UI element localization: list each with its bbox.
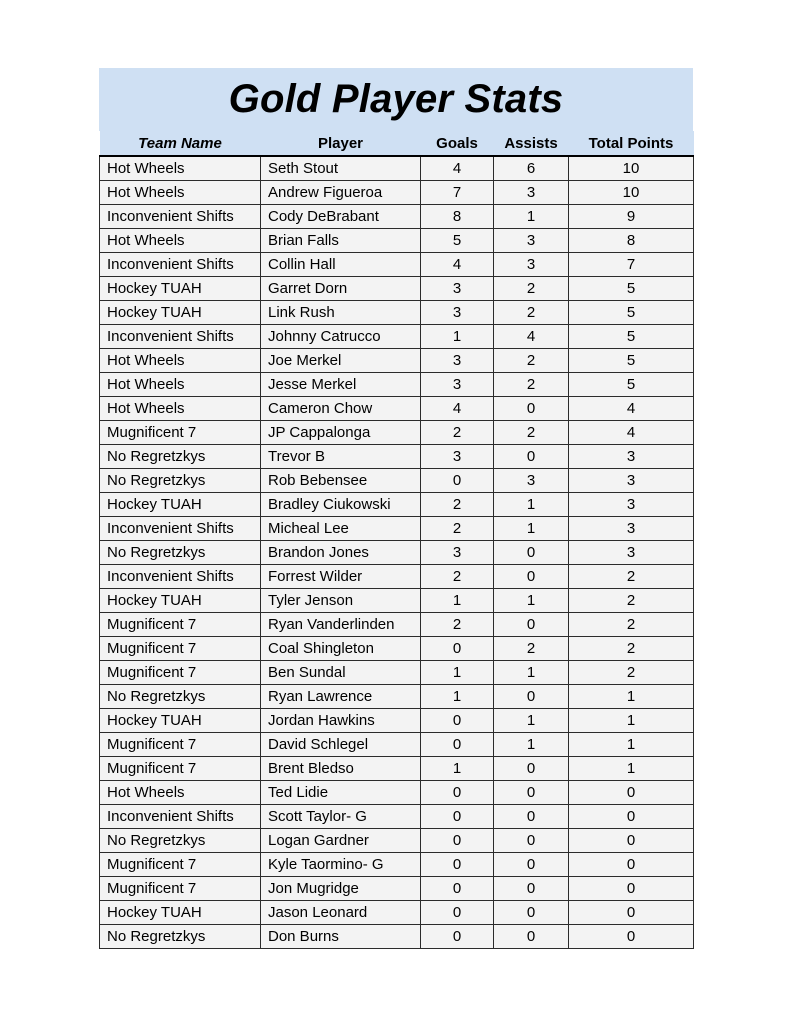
cell-assists: 0 xyxy=(494,396,569,420)
page-title: Gold Player Stats xyxy=(228,77,564,121)
cell-assists: 0 xyxy=(494,876,569,900)
cell-points: 5 xyxy=(569,276,694,300)
table-row xyxy=(100,468,694,492)
table-row xyxy=(100,828,694,852)
cell-team: Mugnificent 7 xyxy=(100,636,261,660)
cell-goals: 0 xyxy=(421,828,494,852)
cell-player: Scott Taylor- G xyxy=(261,804,421,828)
cell-goals: 3 xyxy=(421,348,494,372)
cell-player: Logan Gardner xyxy=(261,828,421,852)
cell-team: Inconvenient Shifts xyxy=(100,804,261,828)
cell-team: Mugnificent 7 xyxy=(100,852,261,876)
cell-goals: 2 xyxy=(421,516,494,540)
cell-goals: 1 xyxy=(421,660,494,684)
cell-team: Inconvenient Shifts xyxy=(100,204,261,228)
cell-assists: 0 xyxy=(494,804,569,828)
column-header-team-name: Team Name xyxy=(100,131,261,156)
cell-points: 10 xyxy=(569,156,694,180)
table-row xyxy=(100,804,694,828)
cell-assists: 0 xyxy=(494,444,569,468)
cell-team: Hockey TUAH xyxy=(100,588,261,612)
cell-goals: 3 xyxy=(421,540,494,564)
cell-team: Hot Wheels xyxy=(100,156,261,180)
cell-goals: 2 xyxy=(421,420,494,444)
cell-player: JP Cappalonga xyxy=(261,420,421,444)
cell-player: Andrew Figueroa xyxy=(261,180,421,204)
table-row xyxy=(100,492,694,516)
cell-team: Inconvenient Shifts xyxy=(100,324,261,348)
cell-assists: 0 xyxy=(494,828,569,852)
table-row xyxy=(100,564,694,588)
table-row xyxy=(100,612,694,636)
cell-team: Inconvenient Shifts xyxy=(100,252,261,276)
cell-assists: 3 xyxy=(494,180,569,204)
cell-points: 2 xyxy=(569,612,694,636)
cell-goals: 3 xyxy=(421,372,494,396)
table-body xyxy=(100,156,694,948)
cell-player: Trevor B xyxy=(261,444,421,468)
cell-goals: 0 xyxy=(421,852,494,876)
cell-team: Hot Wheels xyxy=(100,372,261,396)
cell-player: Cody DeBrabant xyxy=(261,204,421,228)
table-row xyxy=(100,252,694,276)
table-row xyxy=(100,204,694,228)
cell-assists: 3 xyxy=(494,468,569,492)
header-row xyxy=(100,131,694,156)
cell-goals: 0 xyxy=(421,804,494,828)
cell-team: Hockey TUAH xyxy=(100,492,261,516)
cell-points: 3 xyxy=(569,540,694,564)
cell-assists: 6 xyxy=(494,156,569,180)
cell-team: Inconvenient Shifts xyxy=(100,516,261,540)
cell-player: Bradley Ciukowski xyxy=(261,492,421,516)
cell-team: No Regretzkys xyxy=(100,444,261,468)
cell-assists: 1 xyxy=(494,516,569,540)
cell-points: 1 xyxy=(569,756,694,780)
cell-assists: 1 xyxy=(494,492,569,516)
cell-player: Ryan Lawrence xyxy=(261,684,421,708)
cell-player: Brent Bledso xyxy=(261,756,421,780)
cell-team: Hot Wheels xyxy=(100,180,261,204)
cell-points: 0 xyxy=(569,900,694,924)
cell-player: Jon Mugridge xyxy=(261,876,421,900)
column-header-goals: Goals xyxy=(421,131,494,156)
cell-goals: 0 xyxy=(421,708,494,732)
cell-assists: 0 xyxy=(494,780,569,804)
column-header-assists: Assists xyxy=(494,131,569,156)
table-row xyxy=(100,636,694,660)
cell-player: Link Rush xyxy=(261,300,421,324)
cell-goals: 3 xyxy=(421,276,494,300)
cell-player: Ben Sundal xyxy=(261,660,421,684)
cell-assists: 0 xyxy=(494,684,569,708)
cell-player: Coal Shingleton xyxy=(261,636,421,660)
cell-points: 7 xyxy=(569,252,694,276)
cell-team: Hockey TUAH xyxy=(100,276,261,300)
cell-points: 2 xyxy=(569,564,694,588)
cell-assists: 0 xyxy=(494,924,569,948)
table-row xyxy=(100,852,694,876)
cell-points: 3 xyxy=(569,516,694,540)
cell-player: Johnny Catrucco xyxy=(261,324,421,348)
cell-team: Hockey TUAH xyxy=(100,708,261,732)
cell-points: 0 xyxy=(569,852,694,876)
cell-points: 5 xyxy=(569,324,694,348)
cell-goals: 0 xyxy=(421,900,494,924)
cell-goals: 1 xyxy=(421,756,494,780)
cell-player: Forrest Wilder xyxy=(261,564,421,588)
cell-points: 2 xyxy=(569,636,694,660)
column-header-player: Player xyxy=(261,131,421,156)
cell-assists: 2 xyxy=(494,348,569,372)
cell-player: Rob Bebensee xyxy=(261,468,421,492)
table-row xyxy=(100,156,694,180)
cell-points: 0 xyxy=(569,828,694,852)
cell-team: No Regretzkys xyxy=(100,924,261,948)
cell-player: Brandon Jones xyxy=(261,540,421,564)
title-area xyxy=(99,68,693,131)
cell-team: No Regretzkys xyxy=(100,828,261,852)
cell-goals: 4 xyxy=(421,156,494,180)
cell-assists: 2 xyxy=(494,420,569,444)
column-header-total-points: Total Points xyxy=(569,131,694,156)
cell-team: Mugnificent 7 xyxy=(100,612,261,636)
cell-player: Joe Merkel xyxy=(261,348,421,372)
cell-goals: 8 xyxy=(421,204,494,228)
cell-points: 3 xyxy=(569,468,694,492)
cell-assists: 0 xyxy=(494,852,569,876)
table-row xyxy=(100,708,694,732)
cell-points: 2 xyxy=(569,588,694,612)
table-row xyxy=(100,588,694,612)
cell-team: Mugnificent 7 xyxy=(100,660,261,684)
cell-points: 4 xyxy=(569,420,694,444)
cell-goals: 0 xyxy=(421,468,494,492)
cell-player: David Schlegel xyxy=(261,732,421,756)
cell-goals: 1 xyxy=(421,324,494,348)
cell-goals: 0 xyxy=(421,876,494,900)
cell-player: Ted Lidie xyxy=(261,780,421,804)
table-row xyxy=(100,396,694,420)
cell-assists: 2 xyxy=(494,636,569,660)
cell-goals: 5 xyxy=(421,228,494,252)
cell-points: 2 xyxy=(569,660,694,684)
cell-goals: 1 xyxy=(421,684,494,708)
cell-team: Hot Wheels xyxy=(100,780,261,804)
cell-assists: 3 xyxy=(494,252,569,276)
cell-points: 4 xyxy=(569,396,694,420)
cell-team: Hockey TUAH xyxy=(100,300,261,324)
cell-player: Jason Leonard xyxy=(261,900,421,924)
table-row xyxy=(100,444,694,468)
cell-goals: 3 xyxy=(421,444,494,468)
cell-player: Ryan Vanderlinden xyxy=(261,612,421,636)
stats-table xyxy=(99,131,694,949)
cell-assists: 2 xyxy=(494,372,569,396)
cell-player: Kyle Taormino- G xyxy=(261,852,421,876)
cell-points: 5 xyxy=(569,300,694,324)
cell-assists: 4 xyxy=(494,324,569,348)
cell-points: 3 xyxy=(569,444,694,468)
cell-player: Jordan Hawkins xyxy=(261,708,421,732)
cell-team: No Regretzkys xyxy=(100,684,261,708)
cell-points: 1 xyxy=(569,732,694,756)
cell-assists: 2 xyxy=(494,276,569,300)
cell-goals: 1 xyxy=(421,588,494,612)
cell-team: Hot Wheels xyxy=(100,228,261,252)
cell-assists: 0 xyxy=(494,612,569,636)
table-row xyxy=(100,756,694,780)
table-row xyxy=(100,660,694,684)
table-row xyxy=(100,732,694,756)
table-header xyxy=(100,131,694,156)
cell-player: Tyler Jenson xyxy=(261,588,421,612)
cell-team: Mugnificent 7 xyxy=(100,876,261,900)
cell-team: Hot Wheels xyxy=(100,348,261,372)
cell-points: 0 xyxy=(569,876,694,900)
cell-points: 0 xyxy=(569,804,694,828)
cell-player: Brian Falls xyxy=(261,228,421,252)
cell-assists: 0 xyxy=(494,564,569,588)
cell-points: 1 xyxy=(569,684,694,708)
table-row xyxy=(100,324,694,348)
cell-points: 0 xyxy=(569,780,694,804)
table-row xyxy=(100,420,694,444)
stats-sheet xyxy=(99,68,693,949)
table-row xyxy=(100,540,694,564)
cell-goals: 4 xyxy=(421,396,494,420)
cell-assists: 1 xyxy=(494,204,569,228)
cell-assists: 0 xyxy=(494,756,569,780)
table-row xyxy=(100,348,694,372)
cell-team: No Regretzkys xyxy=(100,540,261,564)
cell-points: 8 xyxy=(569,228,694,252)
table-row xyxy=(100,276,694,300)
cell-goals: 3 xyxy=(421,300,494,324)
cell-points: 10 xyxy=(569,180,694,204)
cell-assists: 1 xyxy=(494,708,569,732)
cell-player: Don Burns xyxy=(261,924,421,948)
cell-player: Garret Dorn xyxy=(261,276,421,300)
cell-assists: 1 xyxy=(494,732,569,756)
cell-team: Hot Wheels xyxy=(100,396,261,420)
cell-player: Jesse Merkel xyxy=(261,372,421,396)
cell-points: 5 xyxy=(569,348,694,372)
cell-player: Cameron Chow xyxy=(261,396,421,420)
cell-team: Mugnificent 7 xyxy=(100,732,261,756)
cell-points: 5 xyxy=(569,372,694,396)
cell-goals: 7 xyxy=(421,180,494,204)
cell-team: No Regretzkys xyxy=(100,468,261,492)
cell-assists: 1 xyxy=(494,660,569,684)
table-row xyxy=(100,372,694,396)
cell-player: Micheal Lee xyxy=(261,516,421,540)
cell-team: Hockey TUAH xyxy=(100,900,261,924)
table-row xyxy=(100,876,694,900)
cell-assists: 0 xyxy=(494,540,569,564)
cell-player: Collin Hall xyxy=(261,252,421,276)
cell-goals: 0 xyxy=(421,924,494,948)
table-row xyxy=(100,300,694,324)
cell-assists: 3 xyxy=(494,228,569,252)
table-row xyxy=(100,516,694,540)
cell-goals: 0 xyxy=(421,732,494,756)
cell-assists: 2 xyxy=(494,300,569,324)
cell-goals: 2 xyxy=(421,612,494,636)
cell-team: Inconvenient Shifts xyxy=(100,564,261,588)
table-row xyxy=(100,780,694,804)
cell-points: 0 xyxy=(569,924,694,948)
cell-assists: 0 xyxy=(494,900,569,924)
cell-points: 9 xyxy=(569,204,694,228)
table-row xyxy=(100,900,694,924)
cell-goals: 2 xyxy=(421,564,494,588)
cell-points: 3 xyxy=(569,492,694,516)
table-row xyxy=(100,228,694,252)
table-row xyxy=(100,180,694,204)
cell-goals: 0 xyxy=(421,636,494,660)
table-row xyxy=(100,924,694,948)
cell-player: Seth Stout xyxy=(261,156,421,180)
table-row xyxy=(100,684,694,708)
cell-team: Mugnificent 7 xyxy=(100,756,261,780)
cell-assists: 1 xyxy=(494,588,569,612)
cell-goals: 4 xyxy=(421,252,494,276)
cell-goals: 2 xyxy=(421,492,494,516)
cell-goals: 0 xyxy=(421,780,494,804)
cell-points: 1 xyxy=(569,708,694,732)
cell-team: Mugnificent 7 xyxy=(100,420,261,444)
